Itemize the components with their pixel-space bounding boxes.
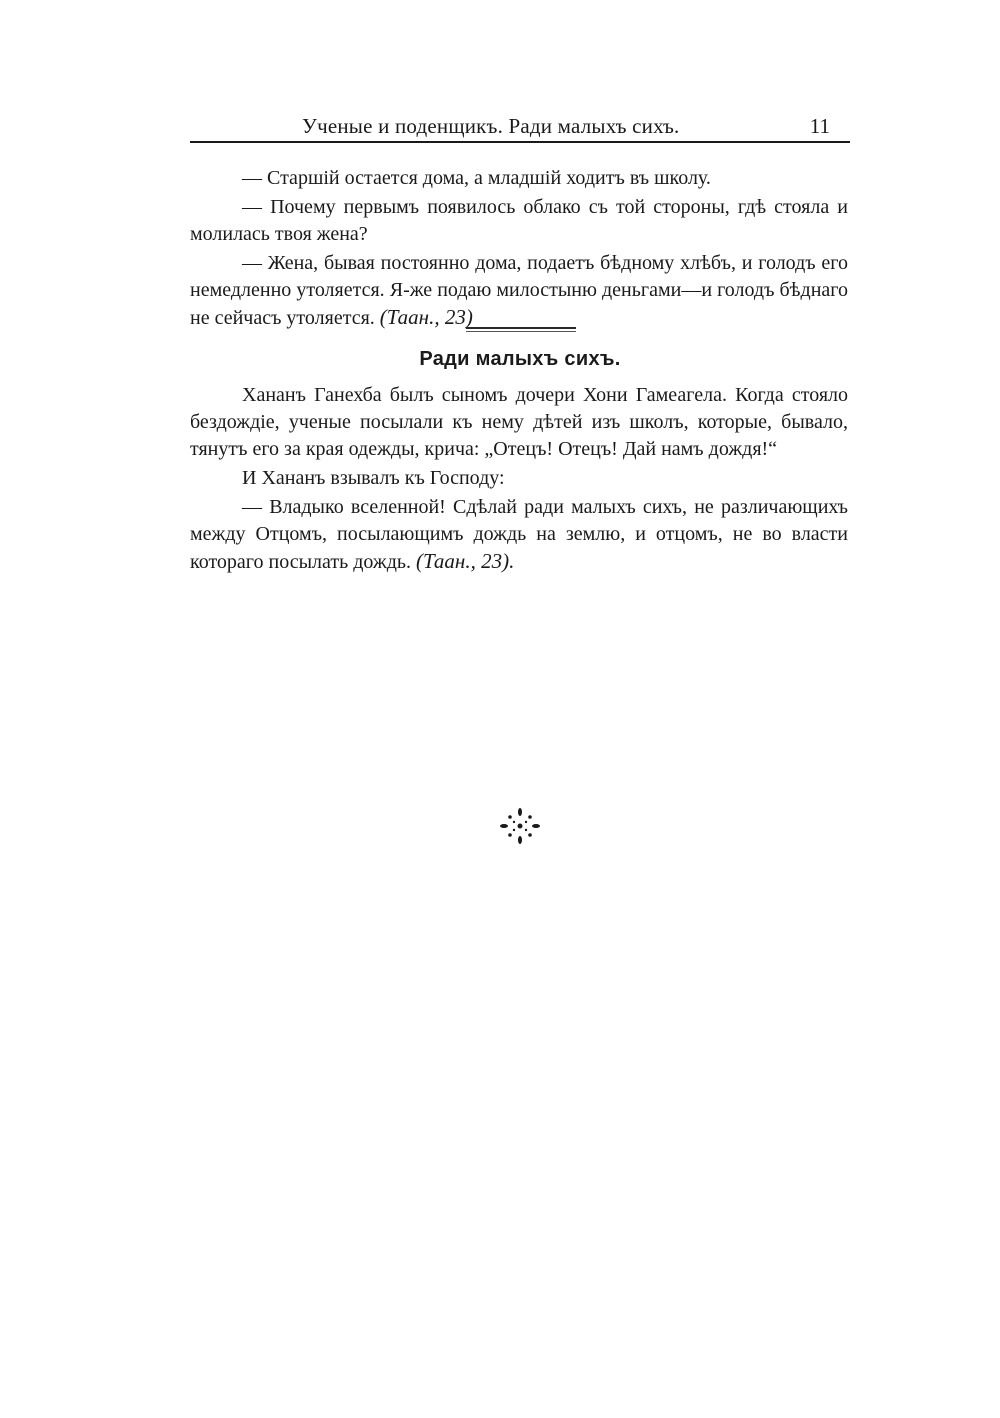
running-header (190, 114, 850, 140)
header-rule (190, 141, 850, 143)
paragraph (190, 194, 848, 248)
paragraph-text: — Старшій остается дома, а младшій ходитъ въ школу. (242, 167, 711, 189)
citation: (Таан., 23) (379, 305, 473, 329)
paragraph (190, 494, 848, 576)
paragraph-text: Хананъ Ганехба былъ сыномъ дочери Хони Гамеагела. Когда стояло бездождіе, ученые посылали къ нему дѣтей изъ школъ, которые, бывало, тянутъ его за края одежды, крича: „Отецъ! Отецъ! Дай намъ дождя!“ (190, 384, 848, 460)
paragraph (190, 250, 848, 332)
citation: (Таан., 23). (416, 549, 515, 573)
section-title: Ради малыхъ сихъ. (419, 348, 621, 370)
section-1-text (190, 165, 848, 332)
divider-line (466, 331, 576, 332)
paragraph (190, 165, 848, 192)
page-number: 11 (809, 114, 830, 138)
paragraph (190, 382, 848, 463)
paragraph (190, 465, 848, 492)
paragraph-text: — Почему первымъ появилось облако съ той стороны, гдѣ стояла и молилась твоя жена? (190, 196, 848, 245)
divider-line (466, 327, 576, 329)
section-divider (466, 327, 576, 333)
running-title: Ученые и поденщикъ. Ради малыхъ сихъ. (302, 114, 680, 138)
section-2-text (190, 382, 848, 576)
paragraph-text: И Хананъ взывалъ къ Господу: (242, 467, 505, 489)
floral-ornament-icon (497, 806, 543, 846)
paragraph-text: — Владыко вселенной! Сдѣлай ради малыхъ сихъ, не различающихъ между Отцомъ, посылающимъ дождь на землю, и отцомъ, не во власти котораго посылать дождь. (190, 496, 848, 573)
paragraph-text: — Жена, бывая постоянно дома, подаетъ бѣдному хлѣбъ, и голодъ его немедленно утоляется. Я-же подаю милостыню деньгами—и голодъ бѣднаго не сейчасъ утоляется. (190, 252, 848, 329)
